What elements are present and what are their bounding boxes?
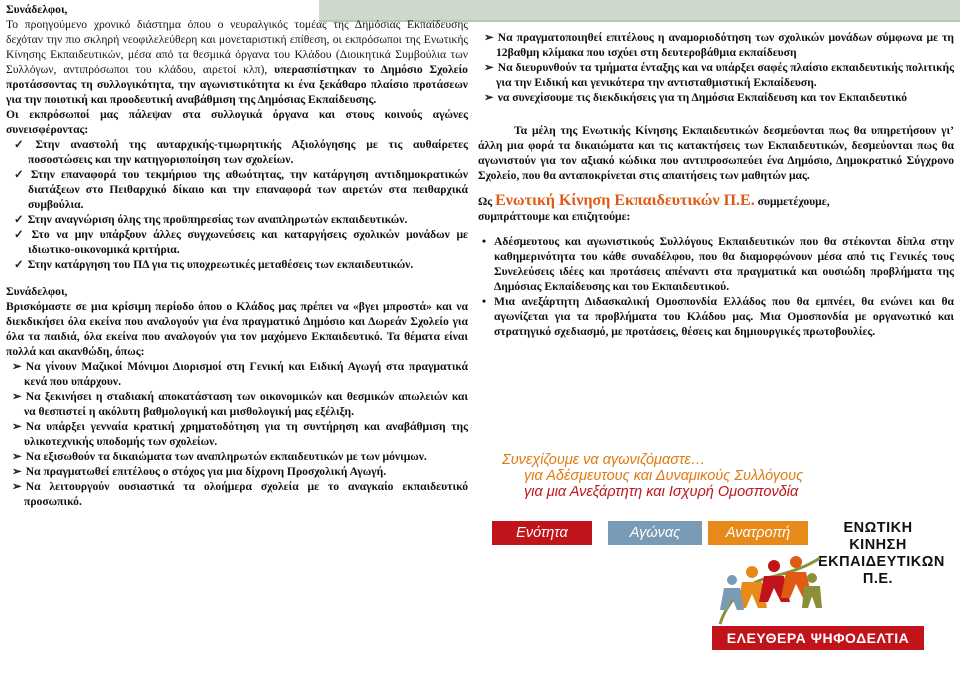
arrow-icon: ➢: [12, 390, 22, 403]
support-line: συμπράττουμε και επιζητούμε:: [478, 210, 631, 223]
arrow-item-3: [6, 419, 468, 449]
arrow-icon: ➢: [12, 480, 22, 493]
as-word: Ως: [478, 195, 493, 208]
crisis-paragraph: Βρισκόμαστε σε μια κρίσιμη περίοδο όπου ο Κλάδος μας πρέπει να «βγει μπροστά» και να διεκδικήσει όλα εκείνα που αναλογούν για ένα πραγματικό Δημόσιο και Δωρεάν Σχολείο για όλα τα παιδιά, όλα εκείνα που αναλογούν για τον μαχόμενο Εκπαιδευτικό. Τα θέματα είναι πολλά και ακανθώδη, όπως:: [6, 300, 468, 358]
bullet-text: Αδέσμευτους και αγωνιστικούς Συλλόγους Εκπαιδευτικών που θα στέκονται δίπλα στην καθημερινότητα του κάθε συναδέλφου, που θα διαμορφώνουν μέσα από τις Γενικές τους Συνελεύσεις ιδέες και προτάσεις απέναντι στα πραγματικά και ουσιώδη προβλήματα της Δημόσιας Εκπαίδευσης και του Εκπαιδευτικού.: [494, 235, 954, 293]
intro-normal: Το προηγούμενο χρονικό διάστημα όπου ο νευραλγικός τομέας της Δημόσιας Εκπαίδευσης δεχόταν την πιο σκληρή νεοφιλελεύθερη και μονεταριστική επίθεση, οι εκπρόσωποι της Ενωτικής Κίνησης Εκπαιδευτικών, μέσα από τα θεσμικά όργανα του Κλάδου (Διοικητικά Συμβούλια των Συλλόγων, αντιπρόσωποι του κλάδου, αιρετοί κλπ),: [6, 18, 468, 76]
check-icon: ✓: [14, 138, 32, 151]
members-paragraph: Τα μέλη της Ενωτικής Κίνησης Εκπαιδευτικών δεσμεύονται πως θα υπηρετήσουν γι’ άλλη μια φορά τα δικαιώματα και τις κατακτήσεις των Εκπαιδευτικών, δεσμεύονται πως θα αγωνιστούν για τον αξιακό κώδικα που αντιπροσωπεύει ένα Δημόσιο, Δημοκρατικό Σύγχρονο Σχολείο, που θα ανταποκρίνεται στις απαιτήσεις των μαθητών μας.: [478, 124, 954, 182]
logo-figures-icon: [712, 548, 822, 626]
arrow-icon: ➢: [484, 61, 494, 74]
arrow-icon: ➢: [484, 31, 494, 44]
participate-word: συμμετέχουμε,: [757, 195, 830, 208]
arrow-text: Να λειτουργούν ουσιαστικά τα ολοήμερα σχολεία με το αναγκαίο εκπαιδευτικό προσωπικό.: [24, 480, 468, 508]
greeting-1: Συνάδελφοι,: [6, 3, 68, 16]
brand-name: Ενωτική Κίνηση Εκπαιδευτικών Π.Ε.: [495, 192, 755, 209]
right-column: [478, 30, 954, 339]
tag-unity: Ενότητα: [492, 521, 592, 545]
check-item-4: [6, 227, 468, 257]
slogan-line-2: για Αδέσμευτους και Δυναμικούς Συλλόγους: [524, 468, 804, 484]
bullet-text: Μια ανεξάρτητη Διδασκαλική Ομοσπονδία Ελλάδος που θα εμπνέει, θα ενώνει και θα αγωνίζεται για τα προβλήματα του Κλάδου μας. Μια Ομοσπονδία με οργανωτικό και στρατηγικό σχεδιασμό, με προτάσεις, θέσεις και δημιουργικές πρωτοβουλίες.: [494, 295, 954, 338]
arrow-icon: ➢: [12, 360, 22, 373]
right-arrow-item-3: [478, 90, 954, 105]
logo-title-line-2: ΚΙΝΗΣΗ: [849, 537, 907, 553]
arrow-icon: ➢: [484, 91, 494, 104]
arrow-text: Να ξεκινήσει η σταδιακή αποκατάσταση των οικονομικών και θεσμικών απωλειών και να θεσπιστεί η ακόλυτη βαθμολογική και μισθολογική μας εξέλιξη.: [24, 390, 468, 418]
right-arrow-item-2: [478, 60, 954, 90]
arrow-item-6: [6, 479, 468, 509]
arrow-text: Να πραγματοποιηθεί επιτέλους η αναμοριοδότηση των σχολικών μονάδων σύμφωνα με τη 12βαθμη κλίμακα που ισχύει στη δευτεροβάθμια εκπαίδευση: [496, 31, 954, 59]
arrow-text: Να πραγματωθεί επιτέλους ο στόχος για μια δίχρονη Προσχολική Αγωγή.: [25, 465, 387, 478]
check-icon: ✓: [14, 213, 24, 226]
arrow-icon: ➢: [12, 450, 22, 463]
check-text: Στο να μην υπάρξουν άλλες συγχωνεύσεις και καταργήσεις σχολικών μονάδων με ιδιωτικο-οικονομικά κριτήρια.: [28, 228, 469, 256]
check-item-3: [6, 212, 468, 227]
arrow-icon: ➢: [12, 420, 22, 433]
arrow-item-2: [6, 389, 468, 419]
check-item-1: [6, 137, 468, 167]
slogan-line-3: για μια Ανεξάρτητη και Ισχυρή Ομοσπονδία: [524, 484, 799, 500]
right-arrow-item-1: [478, 30, 954, 60]
check-text: Στην αναστολή της αυταρχικής-τιμωρητικής Αξιολόγησης με τις αυθαίρετες ποσοστώσεις και την κατηγοριοποίηση των σχολείων.: [28, 138, 468, 166]
bullet-item-1: [478, 234, 954, 294]
logo-title-line-3: ΕΚΠΑΙΔΕΥΤΙΚΩΝ: [818, 554, 945, 570]
brand-line: [478, 193, 954, 209]
arrow-item-4: [6, 449, 468, 464]
check-text: Στην επαναφορά του τεκμήριου της αθωότητας, την κατάργηση αντιδημοκρατικών διατάξεων στο Πειθαρχικό δίκαιο και την επαναφορά των αιρετών στα πειθαρχικά συμβούλια.: [28, 168, 468, 211]
reps-line: Οι εκπρόσωποί μας πάλεψαν στα συλλογικά όργανα και στους κοινούς αγώνες συνεισφέροντας:: [6, 108, 468, 136]
intro-bold: υπερασπίστηκαν το Δημόσιο Σχολείο προτάσσοντας τη συλλογικότητα, την αγωνιστικότητα κι ένα ξεκάθαρο πλαίσιο προτάσεων για την ποιοτική και προοδευτική αναβάθμιση της Δημόσιας Εκπαίδευσης.: [6, 63, 468, 106]
check-text: Στην κατάργηση του ΠΔ για τις υποχρεωτικές μεταθέσεις των εκπαιδευτικών.: [27, 258, 414, 271]
logo-title-line-1: ΕΝΩΤΙΚΗ: [843, 520, 913, 536]
logo-title: [818, 520, 945, 588]
bullet-icon: •: [482, 235, 487, 248]
check-icon: ✓: [14, 228, 28, 241]
arrow-text: Να διευρυνθούν τα τμήματα ένταξης και να υπάρξει σαφές πλαίσιο εκπαιδευτικής πολιτικής για την Ειδική και γενικότερα την αντισταθμιστική Εκπαίδευση.: [496, 61, 954, 89]
arrow-text: Να γίνουν Μαζικοί Μόνιμοι Διορισμοί στη Γενική και Ειδική Αγωγή στα πραγματικά κενά που υπάρχουν.: [24, 360, 468, 388]
check-item-2: [6, 167, 468, 212]
arrow-icon: ➢: [12, 465, 22, 478]
check-text: Στην αναγνώριση όλης της προϋπηρεσίας των αναπληρωτών εκπαιδευτικών.: [27, 213, 408, 226]
slogan-block: [502, 452, 803, 500]
arrow-item-5: [6, 464, 468, 479]
check-icon: ✓: [14, 258, 24, 271]
arrow-text: Να υπάρξει γενναία κρατική χρηματοδότηση για τη συντήρηση και αναβάθμιση της υλικοτεχνικής υποδομής των σχολείων.: [24, 420, 468, 448]
left-column: [6, 2, 468, 509]
arrow-item-1: [6, 359, 468, 389]
arrow-text: να συνεχίσουμε τις διεκδικήσεις για τη Δημόσια Εκπαίδευση και τον Εκπαιδευτικό: [497, 91, 908, 104]
tag-struggle: Αγώνας: [608, 521, 702, 545]
bullet-icon: •: [482, 295, 487, 308]
bullet-item-2: [478, 294, 954, 339]
check-icon: ✓: [14, 168, 27, 181]
logo-title-line-4: Π.Ε.: [862, 571, 894, 587]
intro-paragraph: [6, 17, 468, 107]
check-item-5: [6, 257, 468, 272]
logo-free-ballots-banner: ΕΛΕΥΘΕΡΑ ΨΗΦΟΔΕΛΤΙΑ: [712, 626, 924, 650]
slogan-line-1: Συνεχίζουμε να αγωνιζόμαστε…: [502, 452, 706, 468]
arrow-text: Να εξισωθούν τα δικαιώματα των αναπληρωτών εκπαιδευτικών με των μόνιμων.: [25, 450, 427, 463]
greeting-2: Συνάδελφοι,: [6, 285, 68, 298]
tag-overthrow: Ανατροπή: [708, 521, 808, 545]
